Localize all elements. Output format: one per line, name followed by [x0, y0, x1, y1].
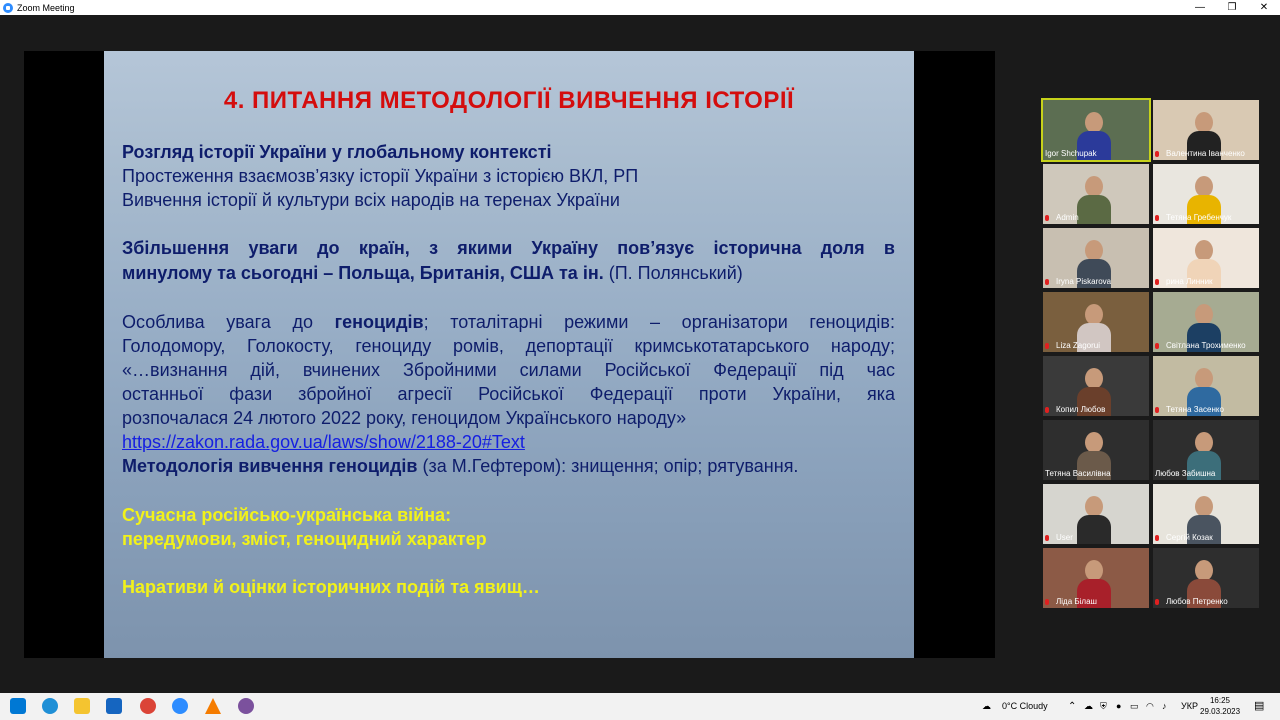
- window-titlebar: [0, 0, 1280, 15]
- slide-line: останньої фази збройної агресії Російської Федерації проти України, яка: [122, 384, 895, 404]
- zoom-icon[interactable]: [172, 698, 188, 714]
- slide-text: Особлива увага до: [122, 312, 335, 332]
- participant-name-label: [1155, 469, 1215, 478]
- slide-line: Голодомору, Голокосту, геноциду ромів, депортації кримськотатарського народу;: [122, 336, 895, 356]
- participant-head: [1195, 432, 1213, 453]
- participant-video: [1077, 176, 1111, 224]
- participant-head: [1195, 176, 1213, 197]
- participant-name-label: [1045, 341, 1100, 350]
- participant-name-label: [1045, 213, 1079, 222]
- slide-line: Розгляд історії України у глобальному контексті: [122, 142, 552, 162]
- participant-head: [1195, 240, 1213, 261]
- slide-text: (за М.Гефтером): знищення; опір; рятування.: [417, 456, 799, 476]
- participant-name-label: [1155, 405, 1224, 414]
- participant-name: Iryna Piskarova: [1056, 277, 1112, 286]
- participant-name: Любов Забишна: [1155, 469, 1216, 478]
- participant-head: [1085, 304, 1103, 325]
- participant-tile[interactable]: [1043, 164, 1149, 224]
- clock[interactable]: [1200, 695, 1240, 717]
- volume-icon[interactable]: ♪: [1162, 701, 1167, 711]
- slide-title: 4. ПИТАННЯ МЕТОДОЛОГІЇ ВИВЧЕННЯ ІСТОРІЇ: [223, 87, 795, 114]
- participant-video: [1077, 496, 1111, 544]
- slide-line-highlight: Сучасна російсько-українська війна:: [122, 505, 452, 525]
- participant-name-label: [1045, 149, 1097, 158]
- weather-text[interactable]: 0°C Cloudy: [1002, 701, 1048, 711]
- tray-chevron-icon[interactable]: ⌃: [1068, 701, 1077, 712]
- participant-name: рина Линник: [1166, 277, 1213, 286]
- participant-name-label: [1045, 277, 1111, 286]
- participant-tile[interactable]: [1153, 228, 1259, 288]
- slide-line: Простеження взаємозв’язку історії України з історією ВКЛ, РП: [122, 166, 639, 186]
- participant-name: Любов Петренко: [1166, 597, 1228, 606]
- participant-tile[interactable]: [1153, 164, 1259, 224]
- participant-name: Копил Любов: [1056, 405, 1106, 414]
- participant-tile[interactable]: [1153, 292, 1259, 352]
- muted-mic-icon: [1155, 407, 1159, 413]
- participant-name-label: [1045, 469, 1111, 478]
- participant-name-label: [1045, 533, 1073, 542]
- cloud-icon: ☁: [982, 701, 991, 711]
- participant-tile[interactable]: [1153, 548, 1259, 608]
- slide-text-bold: минулому та сьогодні – Польща, Британія, США та ін.: [122, 263, 604, 283]
- participant-head: [1085, 240, 1103, 261]
- muted-mic-icon: [1045, 599, 1049, 605]
- participant-tile[interactable]: [1153, 356, 1259, 416]
- participant-name: Світлана Трохименко: [1166, 341, 1246, 350]
- participant-body: [1077, 515, 1111, 544]
- slide-line: [122, 454, 798, 478]
- slide-text-bold: геноцидів: [334, 312, 424, 332]
- participant-name: Ліда Білаш: [1056, 597, 1097, 606]
- slide-link[interactable]: https://zakon.rada.gov.ua/laws/show/2188-20#Text: [122, 432, 525, 452]
- participant-tile[interactable]: [1043, 100, 1149, 160]
- participant-head: [1085, 560, 1103, 581]
- windows-start-icon[interactable]: [10, 698, 26, 714]
- participant-tile[interactable]: [1043, 420, 1149, 480]
- participant-head: [1085, 112, 1103, 133]
- participant-tile[interactable]: [1043, 228, 1149, 288]
- participant-tile[interactable]: [1043, 484, 1149, 544]
- participant-name-label: [1155, 277, 1213, 286]
- participant-name: Сергій Козак: [1166, 533, 1213, 542]
- muted-mic-icon: [1045, 535, 1049, 541]
- participant-tile[interactable]: [1043, 356, 1149, 416]
- restore-button[interactable]: ❐: [1227, 2, 1237, 13]
- edge-icon[interactable]: [42, 698, 58, 714]
- zoom-logo-icon: [3, 3, 13, 13]
- screen-share-view: [24, 51, 995, 658]
- muted-mic-icon: [1155, 151, 1159, 157]
- participant-name-label: [1045, 405, 1105, 414]
- close-button[interactable]: ✕: [1259, 2, 1269, 13]
- participant-name-label: [1155, 341, 1246, 350]
- participant-name-label: [1155, 597, 1228, 606]
- slide-line: Збільшення уваги до країн, з якими Україну пов’язує історична доля в: [122, 238, 895, 258]
- participant-head: [1195, 112, 1213, 133]
- participant-name: Liza Zagorui: [1056, 341, 1101, 350]
- participant-tile[interactable]: [1153, 420, 1259, 480]
- slide-line: «…визнання дій, вчинених Збройними силами Російської Федерації під час: [122, 360, 895, 380]
- participant-tile[interactable]: [1043, 548, 1149, 608]
- participant-head: [1085, 368, 1103, 389]
- muted-mic-icon: [1045, 407, 1049, 413]
- participant-name: Тетяна Засенко: [1166, 405, 1224, 414]
- security-icon[interactable]: ⛨: [1100, 701, 1107, 711]
- slide-text: ; тоталітарні режими – організатори геноцидів:: [423, 312, 895, 332]
- file-explorer-icon[interactable]: [74, 698, 90, 714]
- network-icon[interactable]: ▭: [1130, 701, 1139, 711]
- participant-name: Валентина Іванченко: [1166, 149, 1245, 158]
- muted-mic-icon: [1155, 215, 1159, 221]
- chrome-icon[interactable]: [140, 698, 156, 714]
- slide-line: [122, 310, 895, 334]
- presentation-slide: [104, 51, 914, 658]
- participant-tile[interactable]: [1153, 100, 1259, 160]
- slide-text: (П. Полянський): [603, 263, 743, 283]
- window-title: Zoom Meeting: [17, 2, 75, 13]
- slide-text-bold: Методологія вивчення геноцидів: [122, 456, 418, 476]
- participant-name-label: [1155, 213, 1231, 222]
- clock-time: 16:25: [1209, 696, 1231, 705]
- clock-date: 29.03.2023: [1200, 707, 1241, 716]
- notification-icon[interactable]: ▤: [1254, 700, 1265, 712]
- muted-mic-icon: [1155, 535, 1159, 541]
- slide-line: [122, 261, 743, 285]
- participant-head: [1195, 304, 1213, 325]
- participant-head: [1195, 560, 1213, 581]
- participant-tile[interactable]: [1153, 484, 1259, 544]
- participant-name-label: [1045, 597, 1097, 606]
- wifi-icon[interactable]: ◠: [1146, 701, 1154, 711]
- muted-mic-icon: [1045, 279, 1049, 285]
- participant-body: [1077, 195, 1111, 224]
- meeting-area: [0, 15, 1280, 693]
- minimize-button[interactable]: —: [1195, 2, 1205, 13]
- participant-name: Тетяна Василівна: [1045, 469, 1111, 478]
- participant-head: [1195, 368, 1213, 389]
- participant-head: [1085, 432, 1103, 453]
- participant-name-label: [1155, 533, 1213, 542]
- participant-name: User: [1056, 533, 1073, 542]
- participant-head: [1195, 496, 1213, 517]
- muted-mic-icon: [1155, 343, 1159, 349]
- muted-mic-icon: [1155, 599, 1159, 605]
- windows-taskbar: [0, 693, 1280, 720]
- onedrive-icon[interactable]: ☁: [1084, 701, 1093, 711]
- participant-name: Тетяна Гребенчук: [1166, 213, 1232, 222]
- participant-name: Igor Shchupak: [1045, 149, 1097, 158]
- slide-line-highlight: передумови, зміст, геноцидний характер: [122, 529, 487, 549]
- slide-line: Вивчення історії й культури всіх народів на теренах України: [122, 190, 620, 210]
- viber-icon[interactable]: [238, 698, 254, 714]
- language-indicator[interactable]: УКР: [1181, 701, 1198, 711]
- muted-mic-icon: [1155, 279, 1159, 285]
- muted-mic-icon: [1045, 215, 1049, 221]
- participant-tile[interactable]: [1043, 292, 1149, 352]
- participant-name: Admin: [1056, 213, 1079, 222]
- participant-head: [1085, 176, 1103, 197]
- participant-name-label: [1155, 149, 1245, 158]
- microphone-icon[interactable]: ●: [1116, 701, 1122, 711]
- mail-icon[interactable]: [106, 698, 122, 714]
- muted-mic-icon: [1045, 343, 1049, 349]
- vlc-icon[interactable]: [205, 698, 221, 714]
- participant-head: [1085, 496, 1103, 517]
- slide-line: розпочалася 24 лютого 2022 року, геноцидом Українського народу»: [122, 408, 687, 428]
- slide-line-highlight: Наративи й оцінки історичних подій та явищ…: [122, 577, 540, 597]
